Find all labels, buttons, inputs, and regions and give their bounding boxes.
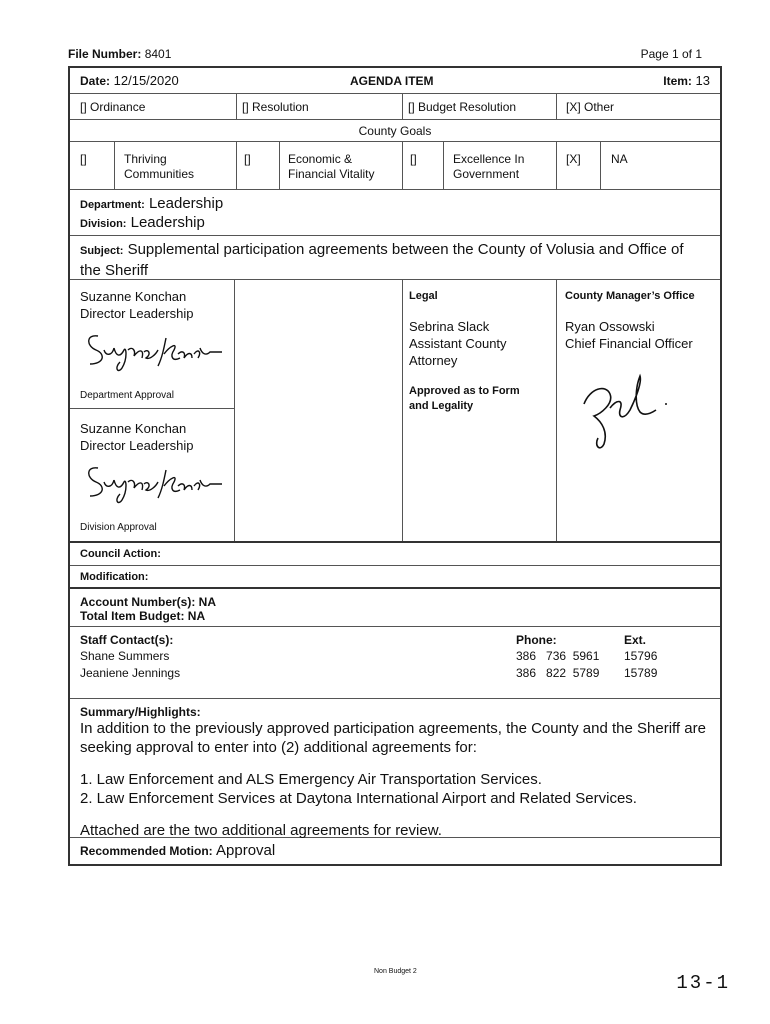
subject-field: Subject: Supplemental participation agreements between the County of Volusia and Office of the Sheriff bbox=[80, 241, 684, 279]
division-signature bbox=[84, 460, 224, 502]
summary-text: In addition to the previously approved participation agreements, the County and the Sheriff are seeking approval to enter into (2) additional agreements for: 1. Law Enforcement and ALS Emergency Air Transportation Services. 2. Law Enforcement Services at Daytona International Airport and Related Services. Attached are the two additional agreements for review. bbox=[80, 720, 706, 839]
modification-label: Modification: bbox=[80, 571, 149, 583]
county-manager-label: County Manager’s Office bbox=[565, 290, 695, 302]
county-goals-header bbox=[70, 120, 720, 142]
summary-label: Summary/Highlights: bbox=[80, 705, 201, 719]
legal-approved-note: Approved as to Form and Legality bbox=[409, 385, 520, 412]
cfo-signature bbox=[580, 374, 670, 454]
goal-mark: [] bbox=[80, 152, 87, 166]
contact-ext: 15789 bbox=[624, 666, 658, 680]
agenda-form bbox=[68, 66, 722, 866]
summary-row bbox=[70, 699, 720, 838]
approvals-row bbox=[70, 280, 720, 543]
modification-row bbox=[70, 566, 720, 589]
county-manager-approver: Ryan Ossowski Chief Financial Officer bbox=[565, 319, 693, 351]
date-field: Date: 12/15/2020 bbox=[80, 73, 179, 88]
staff-contacts-row bbox=[70, 627, 720, 699]
contact-name: Shane Summers bbox=[80, 649, 170, 663]
department-signature bbox=[84, 328, 224, 370]
goal-mark: [X] bbox=[566, 152, 581, 166]
division-approver: Suzanne Konchan Director Leadership bbox=[80, 421, 194, 453]
department-field: Department: Leadership bbox=[80, 195, 224, 212]
staff-contacts-label: Staff Contact(s): bbox=[80, 633, 174, 647]
account-info: Account Number(s): NA Total Item Budget: NA bbox=[80, 595, 217, 623]
goal-mark: [] bbox=[410, 152, 417, 166]
contact-name: Jeaniene Jennings bbox=[80, 666, 181, 680]
agenda-item-title: AGENDA ITEM bbox=[350, 74, 434, 88]
goal-economic-financial-vitality: Economic & Financial Vitality bbox=[288, 152, 375, 181]
department-row bbox=[70, 190, 720, 236]
council-action-label: Council Action: bbox=[80, 548, 161, 560]
type-budget-resolution: [] Budget Resolution bbox=[408, 100, 517, 114]
page-indicator: Page 1 of 1 bbox=[640, 47, 702, 61]
department-approver: Suzanne Konchan Director Leadership bbox=[80, 289, 194, 321]
type-ordinance: [] Ordinance bbox=[80, 100, 146, 114]
type-resolution: [] Resolution bbox=[242, 100, 309, 114]
goal-mark: [] bbox=[244, 152, 251, 166]
account-row bbox=[70, 589, 720, 627]
legal-label: Legal bbox=[409, 290, 438, 302]
type-other: [X] Other bbox=[566, 100, 615, 114]
goal-na: NA bbox=[611, 152, 628, 166]
non-budget-label: Non Budget 2 bbox=[374, 968, 417, 975]
department-approval-label: Department Approval bbox=[80, 390, 174, 401]
ext-label: Ext. bbox=[624, 633, 647, 647]
contact-phone: 386 736 5961 bbox=[516, 649, 600, 663]
contact-phone: 386 822 5789 bbox=[516, 666, 600, 680]
subject-row bbox=[70, 236, 720, 280]
county-goals-label: County Goals bbox=[358, 124, 432, 138]
goal-excellence-in-government: Excellence In Government bbox=[453, 152, 525, 181]
recommended-motion: Recommended Motion: Approval bbox=[80, 842, 276, 859]
division-approval-label: Division Approval bbox=[80, 522, 157, 533]
file-number: File Number: 8401 bbox=[68, 47, 172, 61]
contact-ext: 15796 bbox=[624, 649, 658, 663]
date-row bbox=[70, 68, 720, 94]
page-code: 13-1 bbox=[676, 972, 730, 994]
item-type-row bbox=[70, 94, 720, 120]
recommended-motion-row bbox=[70, 838, 720, 864]
goal-thriving-communities: Thriving Communities bbox=[124, 152, 195, 181]
item-number: Item: 13 bbox=[663, 73, 710, 88]
council-action-row bbox=[70, 543, 720, 566]
legal-approver: Sebrina Slack Assistant County Attorney bbox=[409, 319, 507, 368]
phone-label: Phone: bbox=[516, 633, 557, 647]
division-field: Division: Leadership bbox=[80, 214, 205, 231]
county-goals-row bbox=[70, 142, 720, 190]
